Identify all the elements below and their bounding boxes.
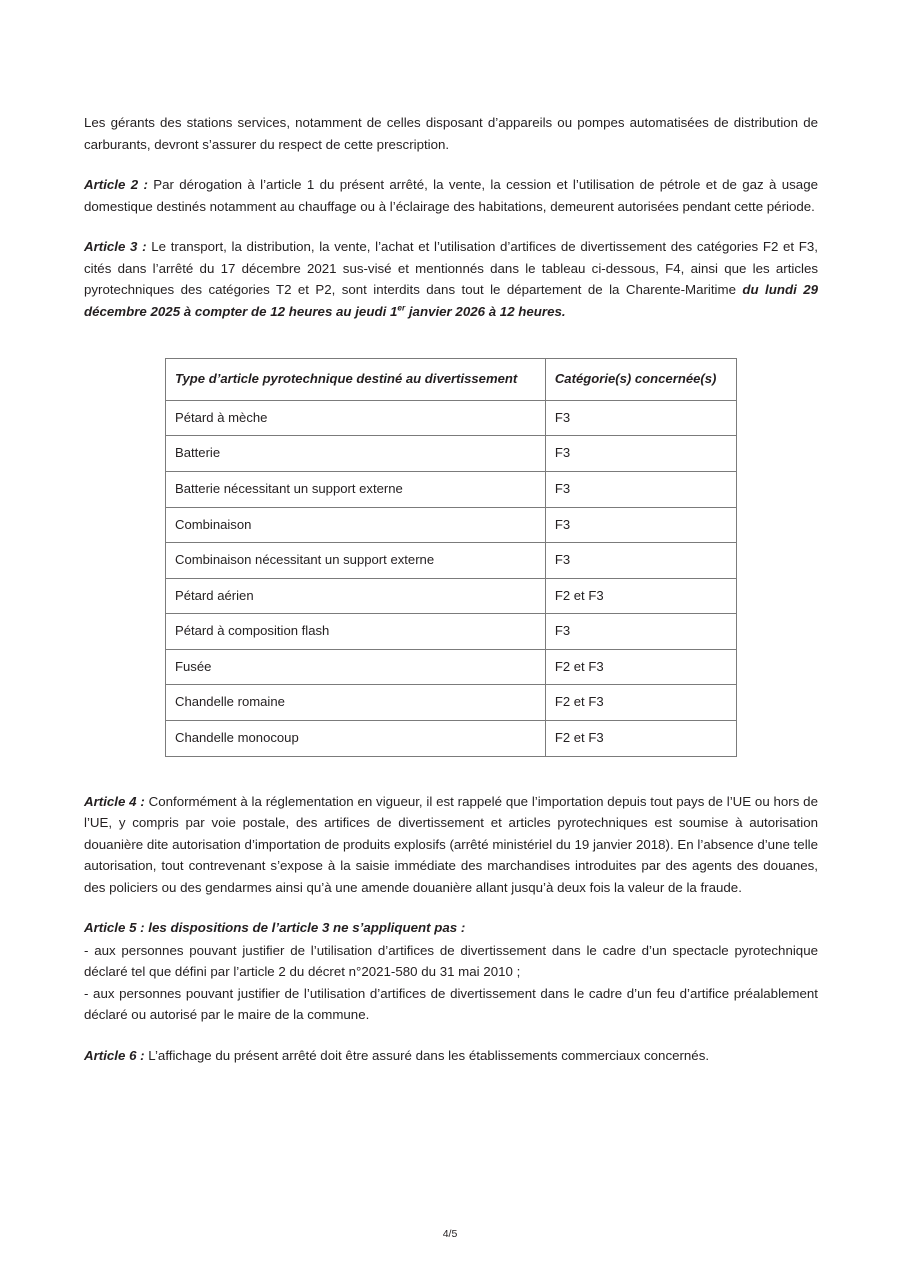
cell-type: Pétard à composition flash <box>166 614 546 650</box>
article-6-label: Article 6 : <box>84 1047 145 1063</box>
article-6-paragraph <box>84 1045 818 1067</box>
article-5-item-2: - aux personnes pouvant justifier de l’utilisation d’artifices de divertissement dans le cadre d’un feu d’artifice préalablement déclaré ou autorisé par le maire de la commune. <box>84 985 818 1023</box>
table-body <box>166 359 737 756</box>
article-3-ordinal-suffix: er <box>397 303 406 313</box>
cell-type: Batterie <box>166 436 546 472</box>
article-3-emphasis-start: du lundi 29 décembre 2025 à compter de 12 heures au jeudi 1 <box>84 282 818 319</box>
table-header-row <box>166 359 737 401</box>
table-row <box>166 400 737 436</box>
cell-category: F3 <box>545 614 736 650</box>
table-row <box>166 614 737 650</box>
table-header-type: Type d’article pyrotechnique destiné au divertissement <box>166 359 546 401</box>
cell-category: F3 <box>545 471 736 507</box>
cell-category: F3 <box>545 507 736 543</box>
article-5-block <box>84 917 818 1026</box>
article-4-paragraph <box>84 791 818 899</box>
table-row <box>166 507 737 543</box>
page-footer <box>0 1228 900 1240</box>
cell-category: F2 et F3 <box>545 685 736 721</box>
cell-category: F3 <box>545 436 736 472</box>
article-5-heading: Article 5 : les dispositions de l’article 3 ne s’appliquent pas : <box>84 920 466 936</box>
article-3-label: Article 3 : <box>84 239 147 255</box>
table-header-category: Catégorie(s) concernée(s) <box>545 359 736 401</box>
article-3-text: Le transport, la distribution, la vente, l’achat et l’utilisation d’artifices de divertissement des catégories F2 et F3, cités dans l’arrêté du 17 décembre 2021 sus-visé et mentionnés dans le tableau ci-dessous, F4, ainsi que les articles pyrotechniques des catégories T2 et P2, sont interdits dans tout le département de la Charente-Maritime <box>84 239 818 298</box>
cell-type: Chandelle romaine <box>166 685 546 721</box>
pyrotechnic-table-container <box>84 358 818 756</box>
cell-type: Chandelle monocoup <box>166 721 546 757</box>
cell-type: Pétard à mèche <box>166 400 546 436</box>
cell-category: F2 et F3 <box>545 721 736 757</box>
table-row <box>166 436 737 472</box>
article-4-label: Article 4 : <box>84 793 145 809</box>
table-row <box>166 721 737 757</box>
cell-type: Pétard aérien <box>166 578 546 614</box>
pyrotechnic-articles-table <box>165 358 737 756</box>
article-6-text: L’affichage du présent arrêté doit être assuré dans les établissements commerciaux concernés. <box>144 1047 710 1063</box>
article-5-item-1: - aux personnes pouvant justifier de l’utilisation d’artifices de divertissement dans le cadre d’un spectacle pyrotechnique déclaré tel que défini par l’article 2 du décret n°2021-580 du 31 mai 2010 ; <box>84 942 818 980</box>
article-3-paragraph <box>84 236 818 322</box>
cell-category: F2 et F3 <box>545 649 736 685</box>
cell-type: Combinaison <box>166 507 546 543</box>
cell-type: Batterie nécessitant un support externe <box>166 471 546 507</box>
cell-category: F3 <box>545 400 736 436</box>
article-2-label: Article 2 : <box>84 177 148 193</box>
cell-category: F2 et F3 <box>545 578 736 614</box>
table-row <box>166 471 737 507</box>
intro-paragraph: Les gérants des stations services, notamment de celles disposant d’appareils ou pompes automatisées de distribution de carburants, devront s’assurer du respect de cette prescription. <box>84 115 818 152</box>
cell-category: F3 <box>545 543 736 579</box>
article-2-paragraph <box>84 174 818 217</box>
cell-type: Combinaison nécessitant un support externe <box>166 543 546 579</box>
page-number: 4/5 <box>442 1228 458 1240</box>
article-3-emphasis-end: janvier 2026 à 12 heures. <box>405 303 566 319</box>
table-row <box>166 685 737 721</box>
table-row <box>166 578 737 614</box>
table-row <box>166 543 737 579</box>
cell-type: Fusée <box>166 649 546 685</box>
table-row <box>166 649 737 685</box>
article-2-text: Par dérogation à l’article 1 du présent arrêté, la vente, la cession et l’utilisation de pétrole et de gaz à usage domestique destinés notamment au chauffage ou à l’éclairage des habitations, demeurent autorisées pendant cette période. <box>84 177 818 214</box>
article-4-text: Conformément à la réglementation en vigueur, il est rappelé que l’importation depuis tout pays de l’UE ou hors de l’UE, y compris par voie postale, des artifices de divertissement et articles pyrotechniques est soumise à autorisation douanière dite autorisation d’importation de produits explosifs (arrêté ministériel du 19 janvier 2018). En l’absence d’une telle autorisation, tout contrevenant s’expose à la saisie immédiate des marchandises introduites par des agents des douanes, des policiers ou des gendarmes ainsi qu’à une amende douanière allant jusqu’à deux fois la valeur de la fraude. <box>84 793 818 895</box>
